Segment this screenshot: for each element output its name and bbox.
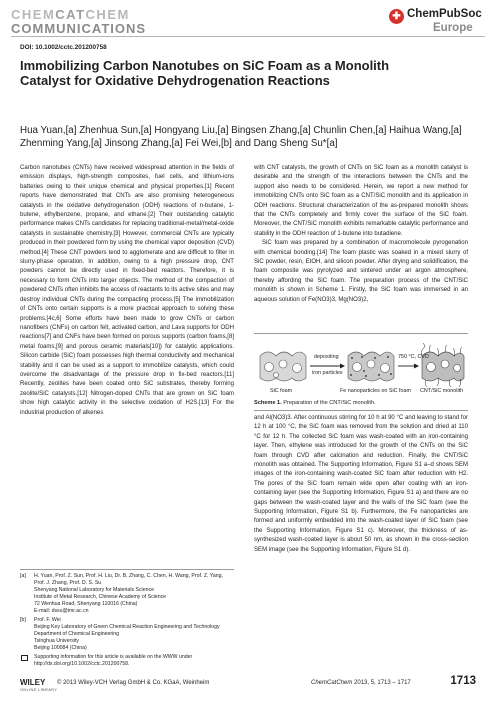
cnt-sic-image: [421, 343, 464, 387]
scheme-caption: Scheme 1. Preparation of the CNT/SiC monolith.: [254, 400, 376, 406]
paragraph-preparation: SiC foam was prepared by a combination of macromolecule pyrogenation with chemical bonding.[14] The foam plastic was soaked in a mixed slurry of SiC powder, resin, EtOH, and silicon powder. After drying and solidification, the foam composite was pyrolyzed and sintered under an argon atmosphere, thereby affording the SiC foam. The preparation process of the CNT/SiC monolith is shown in Scheme 1. Firstly, the SiC foam was immersed in an aqueous solution of Fe(NO3)3, Mg(NO3)2,: [254, 240, 468, 303]
journal-logo: [11, 8, 146, 36]
arrow-icon: [310, 364, 345, 369]
page-footer: [11, 673, 485, 695]
sic-foam-image: [260, 352, 306, 381]
wiley-logo: WILEY ONLINE LIBRARY: [20, 678, 58, 692]
journal-citation: ChemCatChem 2013, 5, 1713 – 1717: [311, 680, 411, 686]
scheme-label-sic: SiC foam: [270, 388, 293, 394]
section-label: COMMUNICATIONS: [11, 21, 147, 36]
paragraph-procedure: and Al(NO3)3. After continuous stirring for 10 h at 90 °C and leaving to stand for 12 h at 100 °C, the SiC foam was removed from the solution and dried at 110 °C for 12 h. The collected SiC foam was wash-coated with an iron-containing layer. Then, ethylene was introduced for the growth of the CNTs on the SiC foam through CVD after calcination and reduction. Finally, the CNT/SiC monolith was obtained. The Supporting Information, Figure S1 a–d shows SEM images of the iron-containing wash-coated SiC foam after reduction with H2. The pores of the SiC foam remain wide open after coating with an iron-containing layer (see the Supporting Information, Figure S1 a) and there are no gaps between the wash-coated layer and the walls of the SiC foam (see the Supporting Information, Figure S1 b). Furthermore, the Fe nanoparticles are formed and uniformly embedded into the wash-coated layer of SiC foam (see the Supporting Information, Figure S1 c). Moreover, the thickness of as-synthesized wash-coated layer is about 50 nm, as shown in the cross-section SEM image (see the Supporting Information, Figure S1 d).: [254, 415, 468, 553]
copyright: © 2013 Wiley-VCH Verlag GmbH & Co. KGaA, Weinheim: [57, 680, 210, 686]
document-icon: [21, 655, 28, 661]
author-list: Hua Yuan,[a] Zhenhua Sun,[a] Hongyang Liu,[a] Bingsen Zhang,[a] Chunlin Chen,[a] Haihua Wang,[a] Zhenming Yang,[a] Jinsong Zhang,[a] Fei Wei,[b] and Dang Sheng Su*[a]: [20, 125, 462, 149]
footnote-a: [a] H. Yuan, Prof. Z. Sun, Prof. H. Liu, Dr. B. Zhang, C. Chen, H. Wang, Prof. Z. Yang, Prof. J. Zhang, Prof. D. S. Su Shenyang National Laboratory for Materials Science Institute of Metal Research, Chinese Academy of Science 72 Wenhua Road, Shenyang 110016 (China) E-mail: dssu@imr.ac.cn: [20, 573, 234, 615]
publisher-logo: [389, 7, 485, 37]
scheme-1: [254, 334, 468, 402]
publisher-mark-icon: ✚: [389, 9, 404, 24]
scheme-label-cvd: 750 °C, CVD: [398, 354, 429, 360]
publisher-region: Europe: [433, 22, 473, 34]
footnote-b: [b] Prof. F. Wei Beijing Key Laboratory of Green Chemical Reaction Engineering and Technology Department of Chemical Engineering Tsinghua University Beijing 100084 (China): [20, 617, 234, 652]
body-column-left: [20, 164, 234, 418]
doi[interactable]: DOI: 10.1002/cctc.201200758: [20, 44, 107, 51]
journal-name: CHEMCATCHEM: [11, 7, 130, 22]
paragraph-continuation: with CNT catalysts, the growth of CNTs on SiC foam as a monolith catalyst is desirable and the strength of the interactions between the CNTs and the support also needs to be considered. Herein, we report a new method for immobilizing CNTs onto SiC foam as a CNT/SiC monolith and its application in ODH reactions. Structural characterization of the as-prepared monolith shows that the CNTs completely and firmly cover the surface of the SiC foam. Moreover, the CNT/SiC monolith exhibits remarkable catalytic performance and stability in the ODH reaction of 1-butene into butadiene.: [254, 165, 468, 237]
scheme-label-iron: iron particles: [312, 370, 343, 376]
fe-on-sic-image: [348, 352, 394, 381]
scheme-graphic: [254, 334, 468, 396]
body-column-right: [254, 164, 468, 305]
article-title: Immobilizing Carbon Nanotubes on SiC Foam as a Monolith Catalyst for Oxidative Dehydrogenation Reactions: [20, 58, 390, 88]
scheme-label-fe: Fe nanoparticles on SiC foam: [340, 388, 412, 394]
scheme-label-depositing: depositing: [314, 354, 339, 360]
supporting-info-note[interactable]: Supporting information for this article is available on the WWW under http://dx.doi.org/10.1002/cctc.201200758.: [20, 654, 234, 668]
affiliation-b: Prof. F. Wei Beijing Key Laboratory of Green Chemical Reaction Engineering and Technology Department of Chemical Engineering Tsinghua University Beijing 100084 (China): [34, 617, 220, 651]
scheme-bottom-rule: [254, 410, 468, 411]
page-number: 1713: [450, 675, 476, 687]
arrow-icon: [398, 364, 419, 369]
footnotes: [20, 573, 234, 668]
affiliation-a: H. Yuan, Prof. Z. Sun, Prof. H. Liu, Dr. B. Zhang, C. Chen, H. Wang, Prof. Z. Yang, Prof. J. Zhang, Prof. D. S. Su Shenyang National Laboratory for Materials Science Institute of Metal Research, Chinese Academy of Science 72 Wenhua Road, Shenyang 110016 (China) E-mail: dssu@imr.ac.cn: [34, 573, 223, 614]
scheme-label-cnt: CNT/SiC monolith: [420, 388, 464, 394]
paragraph-intro: Carbon nanotubes (CNTs) have received widespread attention in the fields of emission displays, high-strength composites, fuel cells, and lithium-ions batteries owing to their unique chemical and physical properties.[1] Recent reports have demonstrated that CNTs are also promising heterogeneous catalysts in the oxidative dehydrogenation (ODH) reactions of n-butane, 1-butene, ethylbenzene, propane, and ethane.[2] Their outstanding catalytic performance makes CNTs candidates for replacing traditional-metal/metal-oxide catalysts in sustainable chemistry.[3] However, commercial CNTs are typically produced in their powdered form by using the chemical vapor deposition (CVD) method.[4] These CNT powders tend to agglomerate and are difficult to filter in slurry-phase operation. In addition, owing to a high pressure drop, CNT powders cannot be directly used in fixed-bed reactors. Therefore, it is necessary to form CNTs into larger objects. The method of the compaction of powdered CNTs often inhibits the access of reactants to its active sites and may destroy individual CNTs during the compacting process.[5] The immobilization of CNTs onto certain supports is a more practical approach to solving these problems.[4c,6] Some efforts have been made to grow CNTs or carbon nanofibers (CNFs) on carbon felt, activated carbon, and Lava supports for ODH reactions[7] and CNFs have been formed on porous supports (carbon foams,[8] metal foams,[9] and porous ceramic materials[10]) for catalytic applications. Silicon carbide (SiC) foam possesses high thermal conductivity and mechanical stability and it can be used as a support to immobilize catalysts, which could overcome the disadvantage of the pressure drop in fix-bed reactors.[11] Recently, zeolites have been coated onto SiC substrates, thereby forming zeolite/SiC catalysts.[12] Nitrogen-doped CNTs that are grown on SiC foam show high catalytic activity in the selective oxidation of H2S.[13] For the industrial production of alkenes: [20, 165, 234, 416]
publisher-name: ChemPubSoc: [407, 8, 482, 20]
body-column-right-lower: [254, 414, 468, 555]
footnote-rule: [20, 569, 234, 570]
header-divider: [11, 36, 485, 37]
